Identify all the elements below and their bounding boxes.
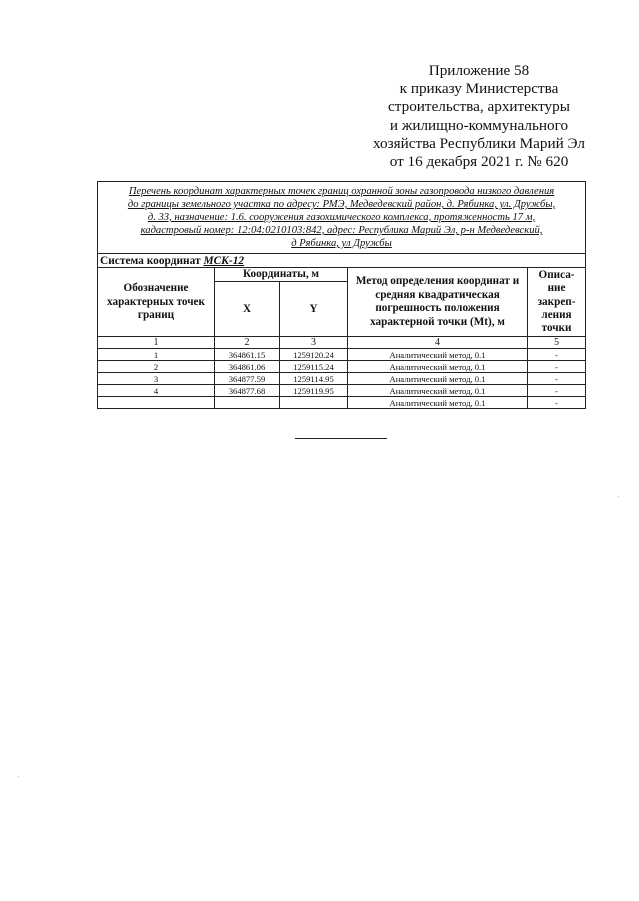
scan-speck: [618, 496, 619, 497]
col-number: 3: [280, 337, 348, 349]
col-header-line: точки: [541, 322, 572, 335]
coord-y: 1259115.24: [280, 361, 348, 373]
method-cell: Аналитический метод, 0.1: [348, 361, 528, 373]
description-cell: -: [528, 361, 586, 373]
table-title-line: до границы земельного участка по адресу: РМЭ, Медведевский район, д. Рябинка, ул. Дружбы,: [127, 199, 556, 210]
description-cell: -: [528, 349, 586, 361]
coord-x: [215, 397, 280, 409]
col-header-line: ние: [547, 282, 566, 295]
coordinate-system-label: Система координат: [100, 254, 201, 267]
table-row: [98, 349, 586, 361]
col-header-line: Метод определения координат и: [355, 275, 520, 288]
method-cell: Аналитический метод, 0.1: [348, 397, 528, 409]
col-header-y: Y: [280, 282, 348, 337]
description-cell: -: [528, 397, 586, 409]
coord-x: 364877.59: [215, 373, 280, 385]
point-number: 3: [98, 373, 215, 385]
coord-y: 1259114.95: [280, 373, 348, 385]
appendix-ministry-line: хозяйства Республики Марий Эл: [373, 134, 585, 152]
coordinates-table: [97, 181, 586, 409]
col-header-line: ления: [541, 308, 572, 321]
point-number: 2: [98, 361, 215, 373]
table-row: [98, 385, 586, 397]
col-header-x: X: [215, 282, 280, 337]
coord-y: [280, 397, 348, 409]
col-number: 5: [528, 337, 586, 349]
appendix-header: [364, 62, 594, 171]
method-cell: Аналитический метод, 0.1: [348, 373, 528, 385]
table-row: [98, 373, 586, 385]
method-cell: Аналитический метод, 0.1: [348, 349, 528, 361]
scan-speck: [18, 776, 19, 777]
col-header-method: [348, 268, 528, 337]
col-number: 4: [348, 337, 528, 349]
point-number: 1: [98, 349, 215, 361]
table-title-line: д Рябинка, ул Дружбы: [291, 238, 392, 249]
col-header-coordinates: Координаты, м: [215, 268, 348, 282]
appendix-date-line: от 16 декабря 2021 г. № 620: [389, 153, 569, 171]
appendix-ministry-line: строительства, архитектуры: [388, 98, 570, 116]
table-title-line: Перечень координат характерных точек границ охранной зоны газопровода низкого давления: [128, 186, 555, 197]
table-row: [98, 397, 586, 409]
col-header-description: [528, 268, 586, 337]
coord-x: 364877.68: [215, 385, 280, 397]
table-title-line: кадастровый номер: 12:04:0210103:842, адрес: Республика Марий Эл, р-н Медведевский,: [140, 225, 543, 236]
col-header-designation: [98, 268, 215, 337]
col-header-line: границ: [137, 308, 175, 321]
col-number: 2: [215, 337, 280, 349]
appendix-ministry-line: и жилищно-коммунального: [389, 116, 569, 134]
col-header-line: Обозначение: [123, 282, 189, 295]
coord-y: 1259119.95: [280, 385, 348, 397]
point-number: 4: [98, 385, 215, 397]
coordinate-system-value: МСК-12: [203, 254, 245, 267]
table-title: [98, 182, 586, 254]
coord-x: 364861.06: [215, 361, 280, 373]
description-cell: -: [528, 385, 586, 397]
description-cell: -: [528, 373, 586, 385]
col-number: 1: [98, 337, 215, 349]
appendix-title: Приложение 58: [428, 62, 530, 79]
col-header-line: погрешность положения: [375, 302, 500, 315]
col-header-line: закреп-: [537, 295, 576, 308]
coord-y: 1259120.24: [280, 349, 348, 361]
col-header-line: средняя квадратическая: [375, 288, 500, 301]
end-separator-line: [295, 438, 387, 439]
table-title-line: д. 33, назначение: 1.6. сооружения газохимического комплекса, протяженность 17 м,: [147, 212, 536, 223]
col-header-line: характерной точки (Mt), м: [370, 315, 505, 328]
appendix-order-line: к приказу Министерства: [399, 80, 559, 98]
point-number: [98, 397, 215, 409]
col-header-line: Описа-: [538, 268, 575, 281]
coordinate-system-row: [98, 254, 586, 268]
method-cell: Аналитический метод, 0.1: [348, 385, 528, 397]
table-row: [98, 361, 586, 373]
coord-x: 364861.15: [215, 349, 280, 361]
col-header-line: характерных точек: [107, 295, 205, 308]
